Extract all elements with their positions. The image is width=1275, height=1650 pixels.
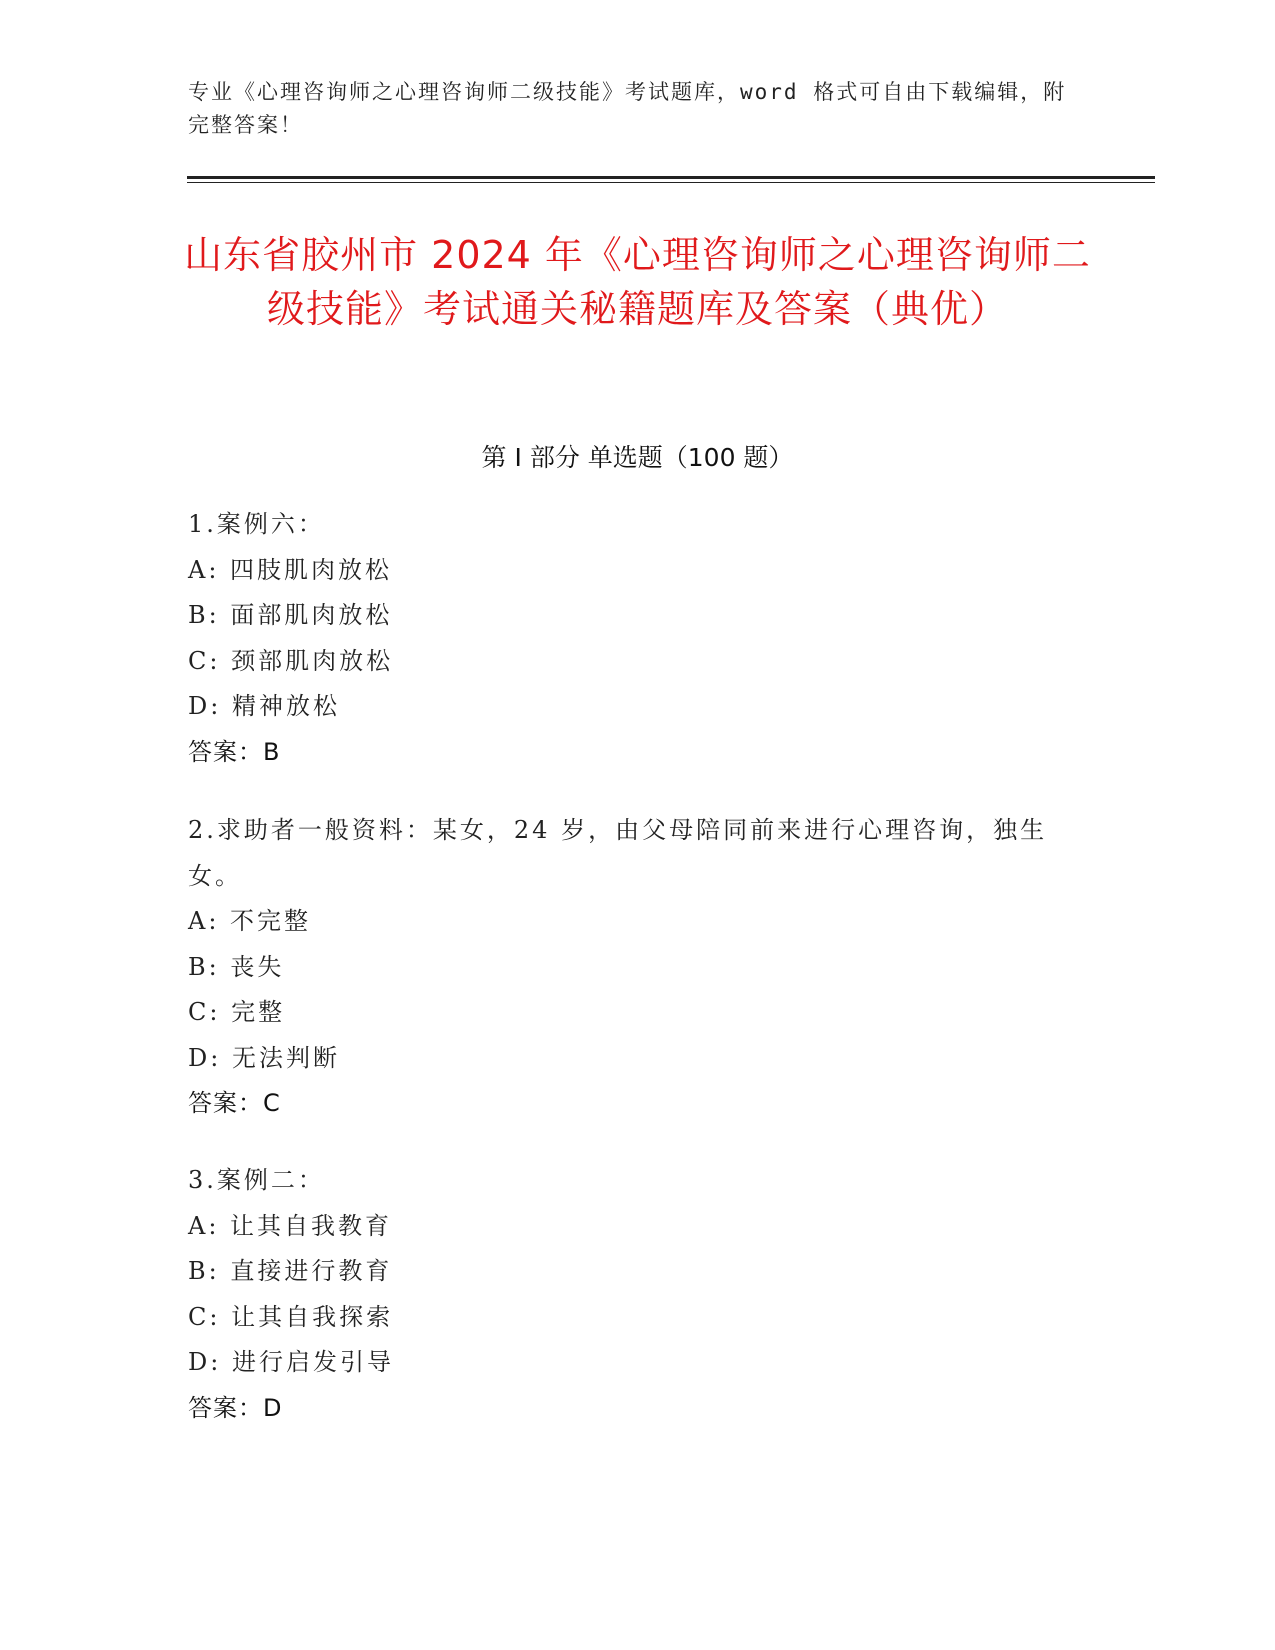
option-d: D: 无法判断: [188, 1043, 340, 1072]
question-2: [188, 808, 1078, 1127]
question-1: [188, 502, 1078, 775]
intro-text: 专业《心理咨询师之心理咨询师二级技能》考试题库，word 格式可自由下载编辑，附完整答案！: [188, 80, 1067, 137]
section-heading: 第 I 部分 单选题（100 题）: [481, 443, 794, 472]
option-c: C: 颈部肌肉放松: [188, 646, 394, 675]
document-title: 山东省胶州市 2024 年《心理咨询师之心理咨询师二级技能》考试通关秘籍题库及答案（典优）: [184, 233, 1091, 331]
option-c: C: 让其自我探索: [188, 1302, 394, 1331]
header-divider-thick: [187, 176, 1155, 179]
header-divider-thin: [187, 182, 1155, 183]
option-a: A: 让其自我教育: [188, 1211, 393, 1240]
question-stem: 2.求助者一般资料：某女，24 岁，由父母陪同前来进行心理咨询，独生女。: [188, 816, 1048, 890]
option-c: C: 完整: [188, 998, 286, 1026]
option-a: A: 四肢肌肉放松: [188, 555, 393, 584]
option-d: D: 进行启发引导: [188, 1348, 394, 1376]
answer-line: 答案：D: [188, 1393, 283, 1422]
question-3: [188, 1158, 1078, 1431]
answer-line: 答案：B: [188, 737, 281, 766]
option-b: B: 丧失: [188, 952, 285, 981]
question-stem: 1.案例六：: [188, 510, 325, 538]
option-a: A: 不完整: [188, 907, 312, 935]
answer-line: 答案：C: [188, 1089, 281, 1117]
option-b: B: 面部肌肉放松: [188, 601, 393, 629]
option-b: B: 直接进行教育: [188, 1257, 393, 1285]
question-stem: 3.案例二：: [188, 1166, 325, 1194]
option-d: D: 精神放松: [188, 692, 340, 720]
